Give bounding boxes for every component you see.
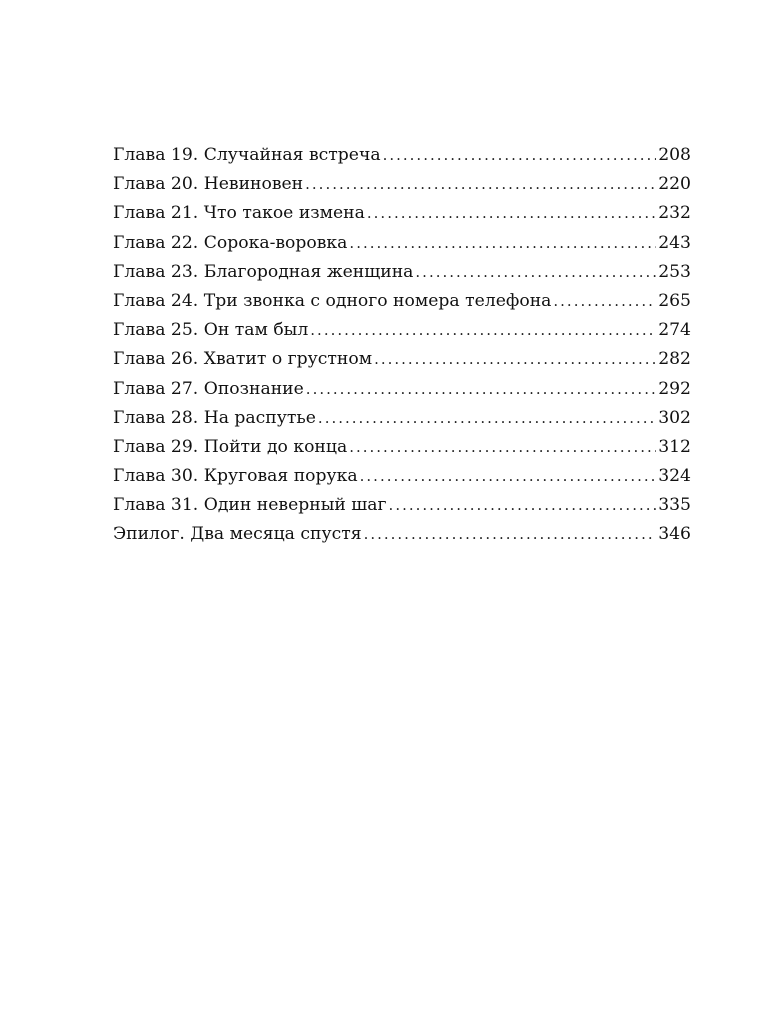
toc-entry-chapter-19 <box>113 141 691 170</box>
toc-dot-leader <box>349 229 656 258</box>
toc-entry-chapter-22 <box>113 229 691 258</box>
toc-dot-leader <box>383 141 657 170</box>
toc-dot-leader <box>349 433 656 462</box>
toc-dot-leader <box>360 462 657 491</box>
toc-dot-leader <box>318 404 656 433</box>
toc-dot-leader <box>553 287 656 316</box>
toc-entry-chapter-20 <box>113 170 691 199</box>
toc-entry-title: Глава 30. Круговая порука <box>113 466 358 487</box>
toc-entry-page: 243 <box>658 232 691 253</box>
toc-dot-leader <box>364 520 657 549</box>
toc-entry-title: Глава 22. Сорока-воровка <box>113 232 348 253</box>
toc-entry-page: 265 <box>658 290 691 311</box>
toc-entry-title: Глава 27. Опознание <box>113 378 304 399</box>
toc-entry-page: 312 <box>658 436 691 457</box>
toc-entry-title: Глава 29. Пойти до конца <box>113 436 348 457</box>
toc-entry-title: Глава 31. Один неверный шаг <box>113 495 387 516</box>
toc-entry-chapter-21 <box>113 199 691 228</box>
toc-entry-title: Глава 21. Что такое измена <box>113 203 365 224</box>
toc-entry-page: 274 <box>658 320 691 341</box>
toc-entry-title: Глава 20. Невиновен <box>113 174 304 195</box>
toc-entry-chapter-28 <box>113 404 691 433</box>
toc-entry-title: Глава 26. Хватит о грустном <box>113 349 373 370</box>
toc-entry-page: 253 <box>658 261 691 282</box>
toc-dot-leader <box>415 258 656 287</box>
toc-entry-page: 346 <box>658 524 691 545</box>
toc-entry-title: Глава 28. На распутье <box>113 407 316 428</box>
toc-entry-chapter-24 <box>113 287 691 316</box>
toc-entry-title: Глава 24. Три звонка с одного номера телефона <box>113 290 552 311</box>
toc-entry-chapter-25 <box>113 316 691 345</box>
toc-entry-chapter-30 <box>113 462 691 491</box>
toc-dot-leader <box>310 316 656 345</box>
toc-dot-leader <box>389 491 657 520</box>
toc-dot-leader <box>374 345 656 374</box>
toc-entry-page: 232 <box>658 203 691 224</box>
toc-entry-page: 335 <box>658 495 691 516</box>
toc-entry-chapter-29 <box>113 433 691 462</box>
toc-entry-page: 208 <box>658 145 691 165</box>
toc-entry-chapter-27 <box>113 375 691 404</box>
toc-entry-page: 302 <box>658 407 691 428</box>
toc-entry-chapter-26 <box>113 345 691 374</box>
toc-entry-epilogue <box>113 520 691 549</box>
toc-entry-title: Глава 19. Случайная встреча <box>113 145 381 165</box>
toc-dot-leader <box>306 375 656 404</box>
toc-entry-title: Эпилог. Два месяца спустя <box>113 524 362 545</box>
toc-entry-chapter-31 <box>113 491 691 520</box>
toc-dot-leader <box>367 199 656 228</box>
toc-entry-page: 282 <box>658 349 691 370</box>
toc-entry-page: 220 <box>658 174 691 195</box>
toc-entry-chapter-23 <box>113 258 691 287</box>
toc-dot-leader <box>305 170 656 199</box>
toc-entry-page: 324 <box>658 466 691 487</box>
toc-entry-page: 292 <box>658 378 691 399</box>
toc-entry-title: Глава 23. Благородная женщина <box>113 261 414 282</box>
table-of-contents <box>113 141 691 550</box>
toc-entry-title: Глава 25. Он там был <box>113 320 309 341</box>
